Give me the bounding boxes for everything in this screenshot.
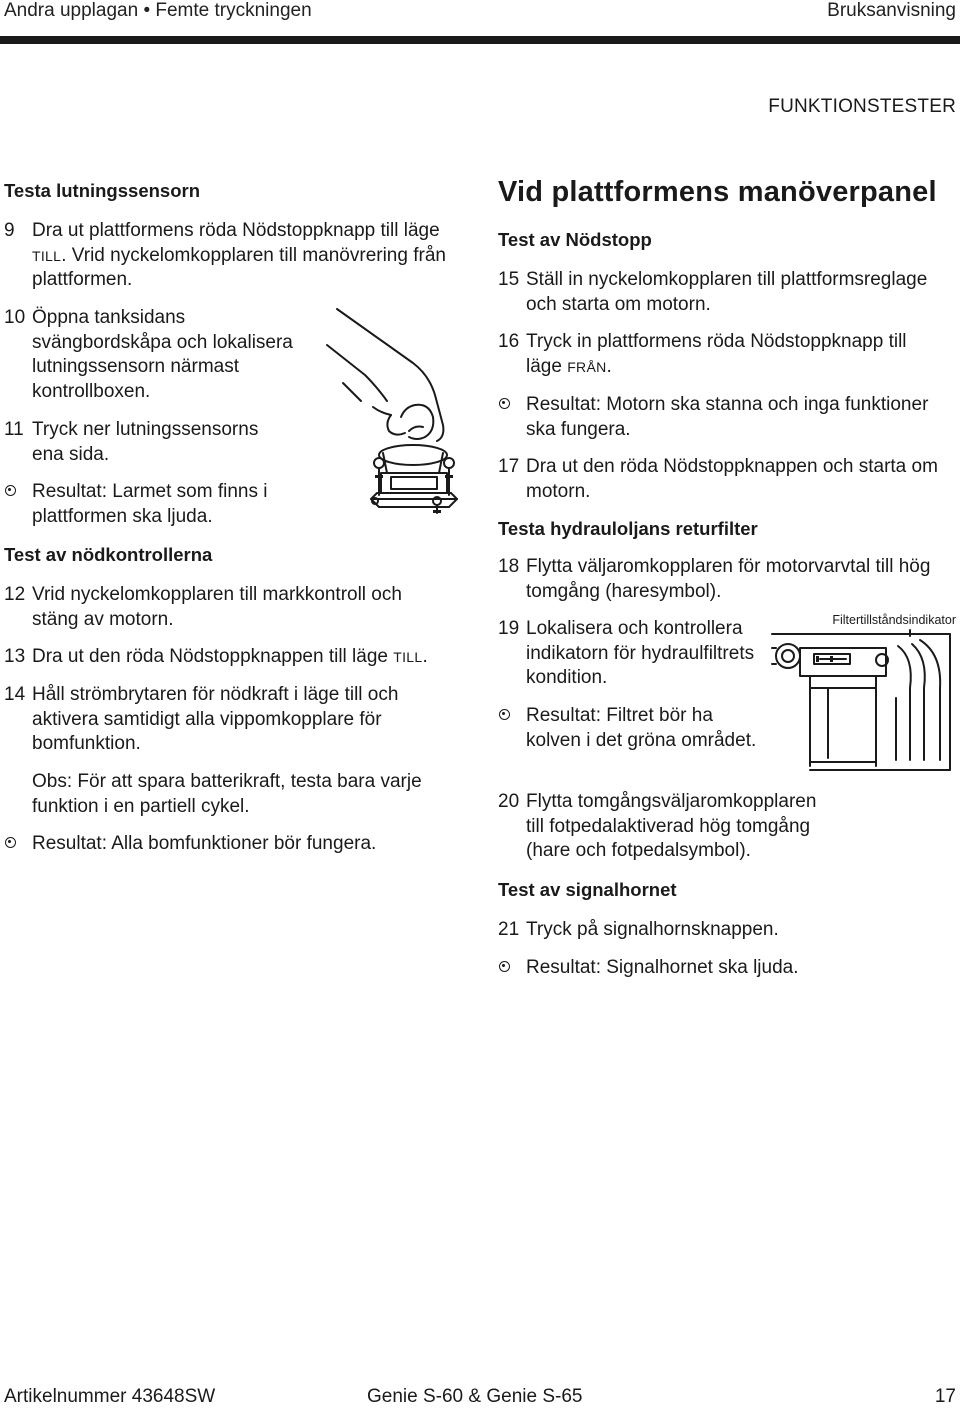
step-20: 20 Flytta tomgångsväljaromkopplaren till fotpedalaktiverad hög tomgång (hare och fotpedalsymbol). [498, 790, 838, 864]
footer-part-number: Artikelnummer 43648SW [4, 1386, 216, 1407]
section-label: FUNKTIONSTESTER [768, 96, 956, 117]
step-number: 9 [4, 220, 15, 241]
step-number: 21 [498, 919, 520, 940]
step-12: 12 Vrid nyckelomkopplaren till markkontroll och stäng av motorn. [4, 583, 444, 632]
step-number: 12 [4, 584, 26, 605]
result-icon [499, 709, 510, 720]
note: Obs: För att spara batterikraft, testa bara varje funktion i en partiell cykel. [32, 771, 422, 817]
result-16: Resultat: Motorn ska stanna och inga funktioner ska fungera. [498, 393, 958, 442]
step-number: 19 [498, 618, 520, 639]
step-16: 16 Tryck in plattformens röda Nödstoppknapp till läge FRÅN. [498, 330, 938, 379]
page-number: 17 [934, 1386, 956, 1407]
step-number: 20 [498, 791, 520, 812]
header-right: Bruksanvisning [827, 0, 956, 21]
header-rule [0, 36, 960, 44]
result-icon [5, 837, 16, 848]
result-21: Resultat: Signalhornet ska ljuda. [498, 956, 938, 981]
step-number: 11 [4, 419, 24, 440]
tilt-sensor-hand-illustration [325, 305, 465, 515]
step-number: 10 [4, 307, 26, 328]
step-18: 18 Flytta väljaromkopplaren för motorvarvtal till hög tomgång (haresymbol). [498, 555, 958, 604]
result-14: Resultat: Alla bomfunktioner bör fungera. [4, 832, 464, 857]
step-19: 19 Lokalisera och kontrollera indikatorn för hydraulfiltrets kondition. [498, 617, 758, 691]
result-11: Resultat: Larmet som finns i plattformen ska ljuda. [4, 480, 284, 529]
result-icon [499, 398, 510, 409]
step-17: 17 Dra ut den röda Nödstoppknappen och starta om motorn. [498, 455, 938, 504]
step-11: 11 Tryck ner lutningssensorns ena sida. [4, 418, 284, 467]
step-number: 18 [498, 556, 520, 577]
step-14: 14 Håll strömbrytaren för nödkraft i läge till och aktivera samtidigt alla vippomkopplare för bomfunktion. [4, 683, 444, 757]
filter-indicator-caption: Filtertillståndsindikator [832, 613, 956, 627]
step-21: 21 Tryck på signalhornsknappen. [498, 918, 938, 943]
heading-emergency-controls: Test av nödkontrollerna [4, 544, 213, 565]
step-10: 10 Öppna tanksidans svängbordskåpa och lokalisera lutningssensorn närmast kontrollboxen. [4, 306, 304, 404]
step-number: 15 [498, 269, 520, 290]
step-number: 14 [4, 684, 26, 705]
result-19: Resultat: Filtret bör ha kolven i det gröna området. [498, 704, 758, 753]
footer-model: Genie S-60 & Genie S-65 [367, 1386, 583, 1407]
header-left: Andra upplagan • Femte tryckningen [4, 0, 312, 21]
step-15: 15 Ställ in nyckelomkopplaren till plattformsreglage och starta om motorn. [498, 268, 958, 317]
hydraulic-filter-illustration [770, 628, 958, 778]
step-number: 16 [498, 331, 520, 352]
result-icon [499, 961, 510, 972]
step-13: 13 Dra ut den röda Nödstoppknappen till läge TILL. [4, 645, 464, 670]
heading-horn: Test av signalhornet [498, 879, 677, 900]
page-title: Vid plattformens manöverpanel [498, 176, 937, 208]
heading-return-filter: Testa hydrauloljans returfilter [498, 518, 758, 539]
step-number: 17 [498, 456, 520, 477]
result-icon [5, 485, 16, 496]
step-number: 13 [4, 646, 26, 667]
heading-emergency-stop: Test av Nödstopp [498, 229, 652, 250]
step-9: 9 Dra ut plattformens röda Nödstoppknapp till läge TILL. Vrid nyckelomkopplaren till manövrering från plattformen. [4, 219, 464, 293]
heading-tilt-sensor: Testa lutningssensorn [4, 180, 200, 201]
